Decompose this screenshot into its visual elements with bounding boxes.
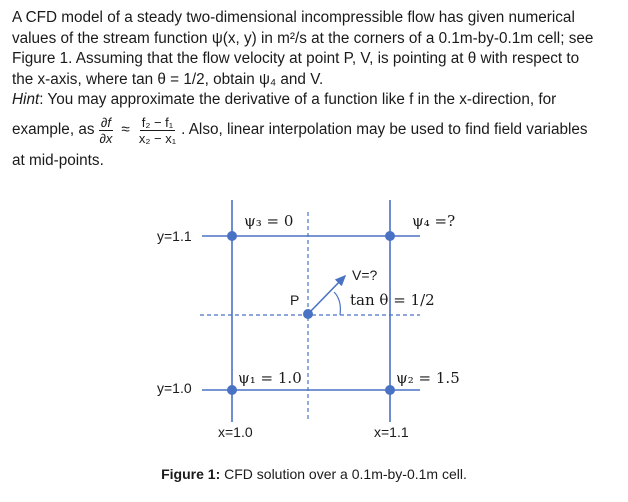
y-bottom-label: y=1.0	[157, 380, 192, 396]
y-top-label: y=1.1	[157, 228, 192, 244]
partial-derivative-fraction	[97, 115, 114, 146]
caption-text: CFD solution over a 0.1m-by-0.1m cell.	[220, 466, 467, 482]
velocity-arrow	[308, 276, 345, 314]
cfd-cell-figure	[0, 190, 628, 460]
tan-theta-label: tan θ = 1/2	[350, 291, 435, 309]
figure-caption	[0, 466, 628, 482]
caption-label: Figure 1:	[161, 466, 221, 482]
v-label: V=?	[352, 267, 378, 283]
frac1-denominator: ∂x	[99, 131, 113, 146]
psi2-label: ψ₂ = 1.5	[396, 369, 460, 387]
psi3-label: ψ₃ = 0	[244, 212, 294, 230]
approx-symbol: ≈	[121, 121, 130, 139]
problem-line-2: values of the stream function ψ(x, y) in m²/s at the corners of a 0.1m-by-0.1m cell; see	[12, 29, 594, 47]
node-p	[303, 309, 313, 319]
x-right-label: x=1.1	[374, 424, 409, 440]
node-psi3	[227, 231, 237, 241]
frac1-numerator: ∂f	[100, 115, 111, 130]
problem-last-line: at mid-points.	[12, 151, 104, 169]
node-psi4	[385, 231, 395, 241]
hint-line	[12, 90, 616, 111]
problem-line-1: A CFD model of a steady two-dimensional incompressible flow has given numerical	[12, 9, 575, 26]
frac2-numerator: f₂ − f₁	[141, 115, 174, 130]
hint-label: Hint	[12, 91, 40, 108]
example-suffix: . Also, linear interpolation may be used to find field variables	[181, 121, 588, 139]
example-line	[12, 111, 616, 151]
psi1-label: ψ₁ = 1.0	[238, 369, 302, 387]
problem-statement	[12, 8, 616, 171]
x-left-label: x=1.0	[218, 424, 253, 440]
node-psi2	[385, 385, 395, 395]
p-label: P	[290, 292, 300, 308]
problem-line-3: Figure 1. Assuming that the flow velocity at point P, V, is pointing at θ with respect to	[12, 50, 580, 67]
difference-fraction	[137, 115, 178, 146]
example-prefix: example, as	[12, 121, 95, 139]
problem-line-4: the x-axis, where tan θ = 1/2, obtain ψ₄ and V.	[12, 70, 324, 88]
frac2-denominator: x₂ − x₁	[138, 131, 177, 146]
psi4-label: ψ₄ =?	[412, 212, 456, 230]
angle-arc	[334, 292, 340, 315]
node-psi1	[227, 385, 237, 395]
hint-text: : You may approximate the derivative of a function like f in the x-direction, for	[39, 91, 557, 108]
